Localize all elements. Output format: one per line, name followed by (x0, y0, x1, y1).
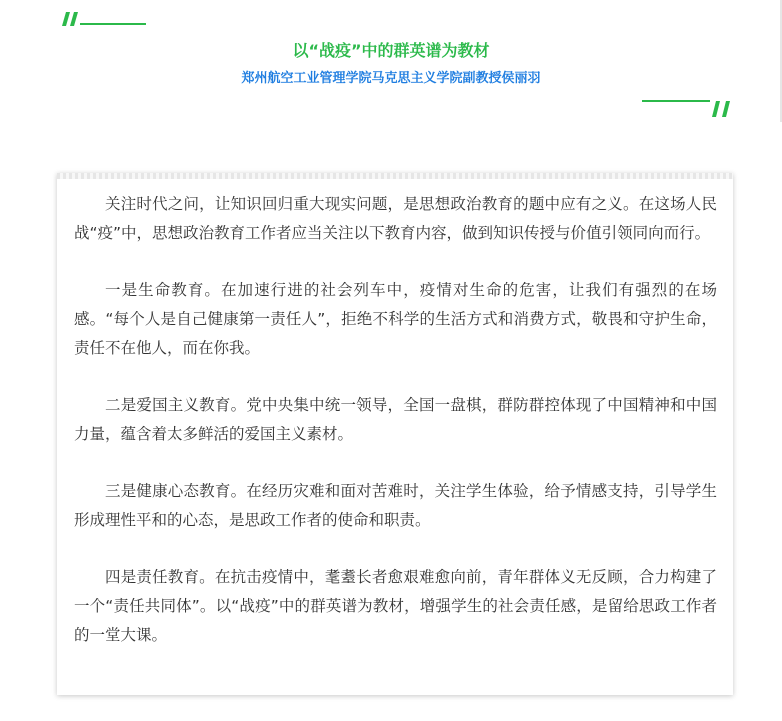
paragraph-mental-health-education: 三是健康心态教育。在经历灾难和面对苦难时，关注学生体验，给予情感支持，引导学生形成理性平和的心态，是思政工作者的使命和职责。 (74, 482, 717, 529)
quote-close-decoration (642, 97, 734, 119)
article-title: 以“战疫”中的群英谱为教材 (292, 41, 490, 60)
paragraph-patriotism-education: 二是爱国主义教育。党中央集中统一领导，全国一盘棋，群防群控体现了中国精神和中国力量，蕴含着太多鲜活的爱国主义素材。 (74, 396, 717, 443)
paragraph-life-education: 一是生命教育。在加速行进的社会列车中，疫情对生命的危害，让我们有强烈的在场感。“每个人是自己健康第一责任人”，拒绝不科学的生活方式和消费方式，敬畏和守护生命，责任不在他人，而在你我。 (74, 281, 717, 357)
card-top-border (57, 173, 733, 179)
paragraph-responsibility-education: 四是责任教育。在抗击疫情中，耄耋长者愈艰难愈向前，青年群体义无反顾，合力构建了一个“责任共同体”。以“战疫”中的群英谱为教材，增强学生的社会责任感，是留给思政工作者的一堂大课。 (74, 568, 717, 644)
paragraph-intro: 关注时代之问，让知识回归重大现实问题，是思想政治教育的题中应有之义。在这场人民战“疫”中，思想政治教育工作者应当关注以下教育内容，做到知识传授与价值引领同向而行。 (74, 195, 717, 242)
article-card (57, 173, 733, 695)
author-byline: 郑州航空工业管理学院马克思主义学院副教授侯丽羽 (241, 71, 541, 86)
quote-open-decoration (58, 8, 148, 28)
